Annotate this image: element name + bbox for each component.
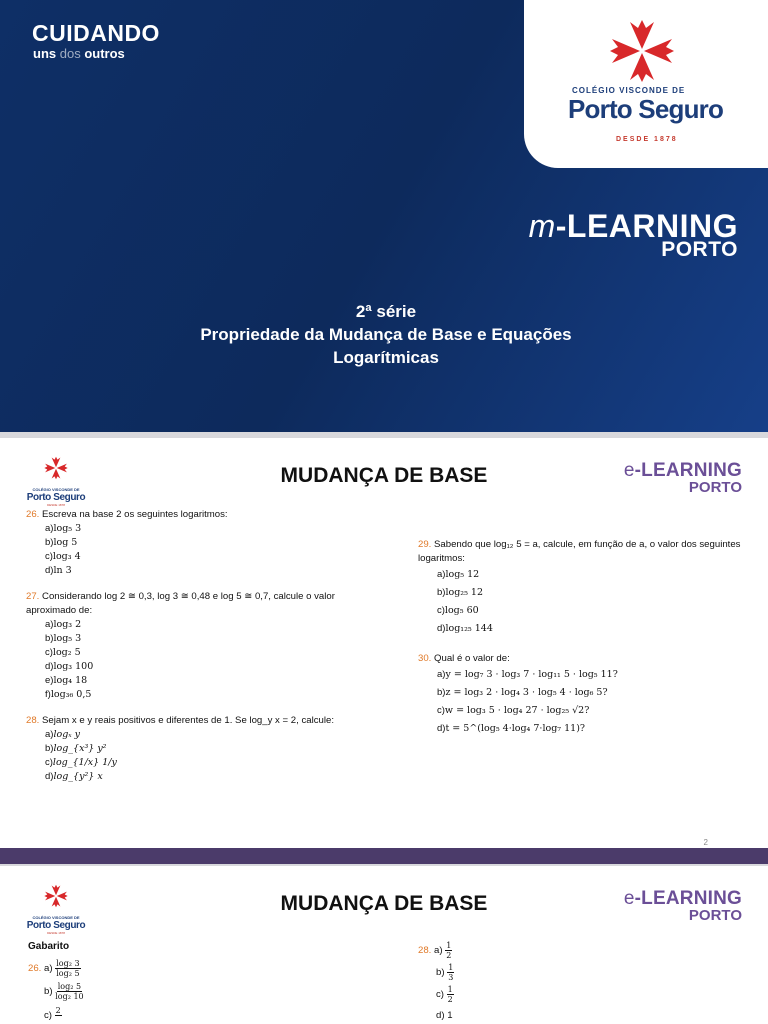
logo-school-small: COLÉGIO VISCONDE DE [32, 487, 80, 492]
answer-value: 1 [447, 1010, 453, 1021]
e-learning-brand [624, 460, 742, 496]
answer-26a [28, 958, 228, 980]
question-27 [26, 590, 356, 702]
slide-title: MUDANÇA DE BASE [280, 892, 488, 915]
question-text: Escreva na base 2 os seguintes logaritmos: [42, 509, 228, 520]
answer-item: d)ln 3 [45, 565, 72, 576]
maltese-cross-icon [608, 18, 676, 84]
slide-divider-bar [0, 848, 768, 864]
question-30 [418, 652, 748, 738]
m-learning-porto: PORTO [661, 238, 738, 261]
question-text: Qual é o valor de: [434, 653, 510, 664]
answer-item: d)t = 5^(log₅ 4·log₄ 7·log₇ 11)? [437, 723, 585, 734]
question-number: 29. [418, 539, 432, 550]
logo-school-small: COLÉGIO VISCONDE DE [32, 915, 80, 920]
answer-item: c)w = log₃ 5 · log₄ 27 · log₂₅ √2? [437, 705, 590, 716]
answer-item: a)log₅ 12 [437, 569, 480, 580]
logo-school-name: Porto Seguro [26, 920, 86, 931]
answer-item: d)log₃ 100 [45, 661, 94, 672]
question-number: 26. [26, 509, 40, 520]
answer-28c [436, 984, 618, 1006]
fraction: $\frac{1}{3}$ [448, 962, 454, 982]
brand-sub: PORTO [688, 907, 742, 924]
school-name: Porto Seguro [568, 94, 724, 124]
cover-slide [0, 0, 768, 432]
question-number: 28. [26, 715, 40, 726]
answer-item: b)log 5 [45, 537, 78, 548]
right-column [418, 538, 748, 750]
answer-item: d)log_{y²} x [45, 771, 103, 782]
school-logo-card [524, 0, 768, 168]
answer-item: c)log₃ 4 [45, 551, 81, 562]
question-29 [418, 538, 748, 638]
fraction: $\frac{1}{2}$ [446, 940, 452, 960]
brand-sub: PORTO [688, 479, 742, 496]
brand-prefix: e [623, 460, 635, 481]
question-text: Considerando log 2 ≅ 0,3, log 3 ≅ 0,48 e log 5 ≅ 0,7, calcule o valor aproximado de: [26, 591, 335, 616]
answer-item: b)log_{x³} y² [45, 743, 107, 754]
brand-prefix: e [623, 888, 635, 909]
question-text: Sejam x e y reais positivos e diferentes de 1. Se log_y x = 2, calcule: [42, 715, 334, 726]
answer-item: b)z = log₃ 2 · log₄ 3 · log₅ 4 · log₆ 5? [437, 687, 608, 698]
e-learning-brand [624, 888, 742, 924]
answer-26c [44, 1004, 228, 1024]
answer-item: b)log₅ 3 [45, 633, 82, 644]
answer-26b [44, 980, 228, 1004]
question-text: Sabendo que log₁₂ 5 = a, calcule, em função de a, o valor dos seguintes logaritmos: [418, 539, 741, 564]
lesson-title-line2: Logarítmicas [333, 348, 439, 367]
answer-item: c)log₅ 60 [437, 605, 479, 616]
cover-titles [0, 300, 768, 369]
grade-label: 2ª série [355, 302, 417, 321]
brand-main: -LEARNING [555, 208, 738, 244]
question-number: 28. [418, 945, 432, 956]
answer-item: f)log₃₆ 0,5 [45, 689, 92, 700]
page-number: 2 [703, 838, 708, 847]
school-since: DESDE 1878 [616, 136, 678, 143]
answer-label: c) [44, 1010, 52, 1021]
answer-item: a)y = log₇ 3 · log₃ 7 · log₁₁ 5 · log₅ 11? [437, 669, 618, 680]
logo-since: DESDE 1878 [47, 931, 65, 935]
school-name-small: COLÉGIO VISCONDE DE [572, 86, 686, 95]
answer-item: a)logₓ y [45, 729, 81, 740]
answer-key-heading: Gabarito [28, 941, 70, 952]
answer-item: a)log₃ 2 [45, 619, 82, 630]
brand-main: -LEARNING [634, 888, 742, 909]
answer-item: d)log₁₂₅ 144 [437, 623, 493, 634]
fraction: $\frac{\text{log₂ 3}}{\text{log₂ 5}}$ [56, 958, 80, 978]
answer-key-left [28, 958, 228, 1024]
answer-key-right [418, 940, 618, 1024]
answer-label: c) [436, 989, 444, 1000]
answer-item: e)log₄ 18 [45, 675, 88, 686]
logo-since: DESDE 1878 [47, 503, 65, 507]
answer-label: d) [436, 1010, 445, 1021]
answer-28b [436, 962, 618, 984]
left-column [26, 508, 356, 796]
answer-item: b)log₂₅ 12 [437, 587, 484, 598]
question-28 [26, 714, 356, 784]
exercises-slide [0, 438, 768, 848]
tagline-word: outros [84, 46, 125, 61]
fraction: $\frac{1}{2}$ [447, 984, 453, 1004]
question-number: 26. [28, 963, 42, 974]
tagline-word: dos [59, 46, 81, 61]
slide-title: MUDANÇA DE BASE [280, 464, 488, 487]
fraction: 2 [55, 1005, 61, 1015]
answer-label: a) [44, 963, 53, 974]
answer-28a [418, 940, 618, 962]
answer-label: a) [434, 945, 443, 956]
answer-label: b) [436, 967, 445, 978]
answer-item: c)log₂ 5 [45, 647, 81, 658]
answer-28d [436, 1006, 618, 1024]
answer-item: a)log₅ 3 [45, 523, 82, 534]
question-26 [26, 508, 356, 578]
tagline-subtitle [33, 46, 125, 61]
lesson-title-line1: Propriedade da Mudança de Base e Equações [200, 325, 572, 344]
question-number: 30. [418, 653, 432, 664]
tagline-word: uns [33, 46, 57, 61]
fraction: $\frac{\text{log₂ 5}}{\text{log₂ 10}}$ [55, 981, 84, 1001]
brand-main: -LEARNING [634, 460, 742, 481]
answer-key-slide [0, 866, 768, 1024]
logo-school-name: Porto Seguro [26, 492, 86, 503]
brand-prefix: m [528, 208, 556, 244]
answer-label: b) [44, 986, 53, 997]
tagline-title: CUIDANDO [32, 20, 160, 46]
question-number: 27. [26, 591, 40, 602]
answer-item: c)log_{1/x} 1/y [45, 757, 117, 768]
